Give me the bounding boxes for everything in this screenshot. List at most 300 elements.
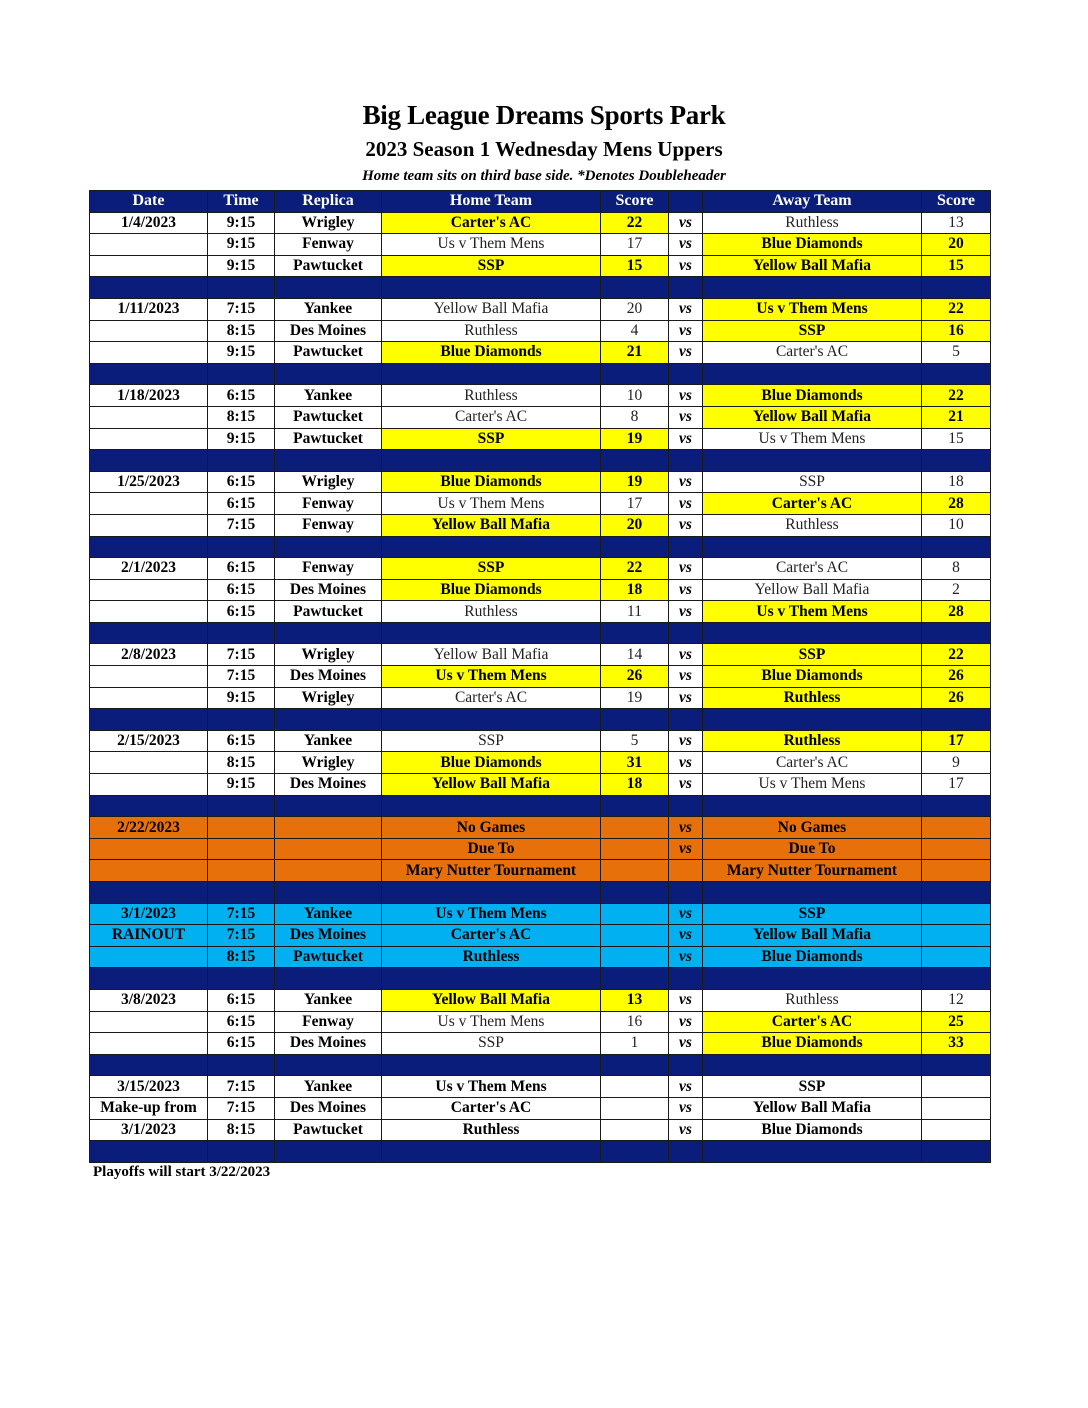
schedule-row bbox=[90, 493, 991, 515]
separator-cell bbox=[703, 536, 922, 558]
vs-cell: vs bbox=[669, 320, 703, 342]
separator-cell bbox=[703, 622, 922, 644]
home-score-cell: 26 bbox=[601, 666, 669, 688]
home-team-cell: Us v Them Mens bbox=[382, 903, 601, 925]
separator-cell bbox=[669, 536, 703, 558]
separator-cell bbox=[382, 450, 601, 472]
schedule-row bbox=[90, 1076, 991, 1098]
home-score-cell bbox=[601, 1119, 669, 1141]
replica-cell: Yankee bbox=[275, 298, 382, 320]
time-cell: 9:15 bbox=[208, 212, 275, 234]
replica-cell: Fenway bbox=[275, 1011, 382, 1033]
separator-row bbox=[90, 709, 991, 731]
separator-cell bbox=[90, 709, 208, 731]
date-cell: 3/8/2023 bbox=[90, 989, 208, 1011]
date-cell: 1/25/2023 bbox=[90, 471, 208, 493]
header-away-team: Away Team bbox=[703, 191, 922, 213]
vs-cell: vs bbox=[669, 406, 703, 428]
time-cell: 8:15 bbox=[208, 1119, 275, 1141]
separator-cell bbox=[90, 882, 208, 904]
away-team-cell: Ruthless bbox=[703, 687, 922, 709]
replica-cell: Wrigley bbox=[275, 687, 382, 709]
separator-cell bbox=[703, 968, 922, 990]
away-score-cell bbox=[922, 1076, 991, 1098]
time-cell: 7:15 bbox=[208, 925, 275, 947]
home-score-cell: 11 bbox=[601, 601, 669, 623]
separator-cell bbox=[669, 968, 703, 990]
separator-cell bbox=[669, 1141, 703, 1163]
separator-cell bbox=[601, 1054, 669, 1076]
away-score-cell: 28 bbox=[922, 601, 991, 623]
separator-row bbox=[90, 1141, 991, 1163]
vs-cell: vs bbox=[669, 385, 703, 407]
separator-cell bbox=[922, 536, 991, 558]
separator-cell bbox=[669, 709, 703, 731]
separator-cell bbox=[382, 795, 601, 817]
away-team-cell: Mary Nutter Tournament bbox=[703, 860, 922, 882]
schedule-row bbox=[90, 471, 991, 493]
replica-cell: Pawtucket bbox=[275, 1119, 382, 1141]
time-cell: 9:15 bbox=[208, 774, 275, 796]
separator-cell bbox=[90, 1054, 208, 1076]
away-team-cell: Ruthless bbox=[703, 514, 922, 536]
home-team-cell: Us v Them Mens bbox=[382, 666, 601, 688]
separator-row bbox=[90, 363, 991, 385]
date-cell: 2/15/2023 bbox=[90, 730, 208, 752]
time-cell: 6:15 bbox=[208, 385, 275, 407]
separator-cell bbox=[275, 277, 382, 299]
vs-cell: vs bbox=[669, 212, 703, 234]
home-score-cell: 20 bbox=[601, 514, 669, 536]
separator-cell bbox=[382, 622, 601, 644]
vs-cell: vs bbox=[669, 989, 703, 1011]
separator-cell bbox=[90, 795, 208, 817]
separator-cell bbox=[90, 1141, 208, 1163]
home-score-cell bbox=[601, 838, 669, 860]
time-cell: 8:15 bbox=[208, 752, 275, 774]
home-team-cell: Us v Them Mens bbox=[382, 234, 601, 256]
separator-cell bbox=[703, 277, 922, 299]
home-score-cell: 20 bbox=[601, 298, 669, 320]
away-score-cell: 9 bbox=[922, 752, 991, 774]
away-team-cell: Blue Diamonds bbox=[703, 1033, 922, 1055]
schedule-row bbox=[90, 860, 991, 882]
away-score-cell: 26 bbox=[922, 666, 991, 688]
home-team-cell: Ruthless bbox=[382, 385, 601, 407]
separator-cell bbox=[275, 882, 382, 904]
replica-cell: Yankee bbox=[275, 903, 382, 925]
date-cell: 2/1/2023 bbox=[90, 558, 208, 580]
separator-cell bbox=[275, 1054, 382, 1076]
replica-cell: Pawtucket bbox=[275, 255, 382, 277]
schedule-row bbox=[90, 514, 991, 536]
time-cell: 6:15 bbox=[208, 1011, 275, 1033]
separator-cell bbox=[601, 536, 669, 558]
separator-cell bbox=[703, 450, 922, 472]
time-cell bbox=[208, 838, 275, 860]
separator-cell bbox=[922, 795, 991, 817]
schedule-row bbox=[90, 601, 991, 623]
replica-cell: Pawtucket bbox=[275, 428, 382, 450]
vs-cell: vs bbox=[669, 493, 703, 515]
home-score-cell: 16 bbox=[601, 1011, 669, 1033]
schedule-row bbox=[90, 428, 991, 450]
vs-cell: vs bbox=[669, 579, 703, 601]
separator-cell bbox=[601, 882, 669, 904]
away-team-cell: Us v Them Mens bbox=[703, 428, 922, 450]
home-score-cell: 4 bbox=[601, 320, 669, 342]
separator-cell bbox=[703, 363, 922, 385]
separator-cell bbox=[208, 450, 275, 472]
away-team-cell: Yellow Ball Mafia bbox=[703, 255, 922, 277]
home-score-cell: 19 bbox=[601, 428, 669, 450]
separator-cell bbox=[601, 968, 669, 990]
away-score-cell: 17 bbox=[922, 730, 991, 752]
separator-cell bbox=[90, 277, 208, 299]
away-team-cell: Yellow Ball Mafia bbox=[703, 579, 922, 601]
header-replica: Replica bbox=[275, 191, 382, 213]
separator-cell bbox=[703, 709, 922, 731]
header-time: Time bbox=[208, 191, 275, 213]
time-cell: 9:15 bbox=[208, 428, 275, 450]
home-team-cell: Ruthless bbox=[382, 601, 601, 623]
away-score-cell: 5 bbox=[922, 342, 991, 364]
away-score-cell bbox=[922, 860, 991, 882]
separator-cell bbox=[208, 1141, 275, 1163]
separator-row bbox=[90, 536, 991, 558]
home-team-cell: Us v Them Mens bbox=[382, 1011, 601, 1033]
separator-cell bbox=[703, 795, 922, 817]
replica-cell: Yankee bbox=[275, 385, 382, 407]
header-home-team: Home Team bbox=[382, 191, 601, 213]
separator-row bbox=[90, 450, 991, 472]
separator-cell bbox=[208, 363, 275, 385]
separator-cell bbox=[601, 622, 669, 644]
away-team-cell: Us v Them Mens bbox=[703, 601, 922, 623]
separator-cell bbox=[669, 622, 703, 644]
date-cell: RAINOUT bbox=[90, 925, 208, 947]
schedule-note: Home team sits on third base side. *Denotes Doubleheader bbox=[362, 168, 726, 184]
time-cell: 9:15 bbox=[208, 687, 275, 709]
schedule-row bbox=[90, 212, 991, 234]
separator-cell bbox=[922, 450, 991, 472]
home-team-cell: Due To bbox=[382, 838, 601, 860]
replica-cell: Fenway bbox=[275, 558, 382, 580]
separator-cell bbox=[208, 277, 275, 299]
home-team-cell: Carter's AC bbox=[382, 925, 601, 947]
vs-cell: vs bbox=[669, 1119, 703, 1141]
separator-cell bbox=[669, 450, 703, 472]
vs-cell: vs bbox=[669, 838, 703, 860]
vs-cell: vs bbox=[669, 903, 703, 925]
away-team-cell: SSP bbox=[703, 320, 922, 342]
separator-cell bbox=[922, 1054, 991, 1076]
schedule-row bbox=[90, 752, 991, 774]
home-score-cell bbox=[601, 925, 669, 947]
vs-cell: vs bbox=[669, 255, 703, 277]
away-score-cell: 26 bbox=[922, 687, 991, 709]
home-team-cell: Us v Them Mens bbox=[382, 493, 601, 515]
replica-cell bbox=[275, 860, 382, 882]
separator-cell bbox=[275, 968, 382, 990]
time-cell bbox=[208, 860, 275, 882]
schedule-table bbox=[89, 190, 991, 1163]
away-score-cell bbox=[922, 925, 991, 947]
separator-cell bbox=[382, 536, 601, 558]
separator-cell bbox=[922, 1141, 991, 1163]
separator-cell bbox=[208, 882, 275, 904]
time-cell: 9:15 bbox=[208, 234, 275, 256]
vs-cell: vs bbox=[669, 925, 703, 947]
separator-cell bbox=[601, 277, 669, 299]
separator-cell bbox=[208, 1054, 275, 1076]
away-team-cell: Us v Them Mens bbox=[703, 774, 922, 796]
home-score-cell: 19 bbox=[601, 471, 669, 493]
page-title: Big League Dreams Sports Park bbox=[362, 100, 726, 130]
time-cell: 6:15 bbox=[208, 601, 275, 623]
home-team-cell: SSP bbox=[382, 255, 601, 277]
home-score-cell: 21 bbox=[601, 342, 669, 364]
separator-cell bbox=[208, 709, 275, 731]
date-cell bbox=[90, 946, 208, 968]
header-away-score: Score bbox=[922, 191, 991, 213]
away-score-cell: 22 bbox=[922, 385, 991, 407]
schedule-row bbox=[90, 644, 991, 666]
home-team-cell: SSP bbox=[382, 558, 601, 580]
date-cell: 1/11/2023 bbox=[90, 298, 208, 320]
home-score-cell: 19 bbox=[601, 687, 669, 709]
separator-cell bbox=[669, 363, 703, 385]
home-score-cell: 18 bbox=[601, 579, 669, 601]
vs-cell: vs bbox=[669, 471, 703, 493]
schedule-row bbox=[90, 385, 991, 407]
separator-cell bbox=[382, 1054, 601, 1076]
date-cell bbox=[90, 428, 208, 450]
home-score-cell: 1 bbox=[601, 1033, 669, 1055]
replica-cell: Des Moines bbox=[275, 579, 382, 601]
home-team-cell: Yellow Ball Mafia bbox=[382, 644, 601, 666]
separator-cell bbox=[601, 363, 669, 385]
home-team-cell: Ruthless bbox=[382, 946, 601, 968]
away-team-cell: Blue Diamonds bbox=[703, 234, 922, 256]
date-cell: 3/15/2023 bbox=[90, 1076, 208, 1098]
replica-cell: Yankee bbox=[275, 989, 382, 1011]
away-score-cell: 15 bbox=[922, 428, 991, 450]
away-team-cell: Ruthless bbox=[703, 730, 922, 752]
time-cell: 6:15 bbox=[208, 493, 275, 515]
away-score-cell: 13 bbox=[922, 212, 991, 234]
replica-cell: Des Moines bbox=[275, 925, 382, 947]
away-team-cell: Carter's AC bbox=[703, 752, 922, 774]
away-team-cell: SSP bbox=[703, 471, 922, 493]
schedule-row bbox=[90, 579, 991, 601]
home-score-cell: 13 bbox=[601, 989, 669, 1011]
date-cell: 2/8/2023 bbox=[90, 644, 208, 666]
date-cell bbox=[90, 1011, 208, 1033]
away-score-cell: 8 bbox=[922, 558, 991, 580]
separator-cell bbox=[275, 450, 382, 472]
separator-cell bbox=[703, 882, 922, 904]
schedule-row bbox=[90, 925, 991, 947]
home-team-cell: Carter's AC bbox=[382, 406, 601, 428]
away-score-cell bbox=[922, 903, 991, 925]
home-team-cell: Us v Them Mens bbox=[382, 1076, 601, 1098]
time-cell: 7:15 bbox=[208, 666, 275, 688]
separator-row bbox=[90, 882, 991, 904]
away-score-cell bbox=[922, 1119, 991, 1141]
away-score-cell: 28 bbox=[922, 493, 991, 515]
separator-cell bbox=[382, 363, 601, 385]
time-cell: 7:15 bbox=[208, 1097, 275, 1119]
page-subtitle: 2023 Season 1 Wednesday Mens Uppers bbox=[365, 137, 723, 161]
separator-cell bbox=[275, 795, 382, 817]
separator-cell bbox=[90, 450, 208, 472]
home-score-cell: 17 bbox=[601, 493, 669, 515]
separator-cell bbox=[90, 622, 208, 644]
schedule-row bbox=[90, 255, 991, 277]
separator-cell bbox=[601, 709, 669, 731]
separator-cell bbox=[669, 795, 703, 817]
away-team-cell: SSP bbox=[703, 644, 922, 666]
away-team-cell: SSP bbox=[703, 903, 922, 925]
date-cell bbox=[90, 406, 208, 428]
vs-cell: vs bbox=[669, 946, 703, 968]
schedule-row bbox=[90, 1097, 991, 1119]
separator-cell bbox=[275, 536, 382, 558]
date-cell bbox=[90, 752, 208, 774]
home-score-cell: 31 bbox=[601, 752, 669, 774]
time-cell: 8:15 bbox=[208, 320, 275, 342]
time-cell: 9:15 bbox=[208, 342, 275, 364]
home-team-cell: Blue Diamonds bbox=[382, 471, 601, 493]
time-cell: 7:15 bbox=[208, 644, 275, 666]
vs-cell: vs bbox=[669, 1076, 703, 1098]
time-cell: 6:15 bbox=[208, 730, 275, 752]
header-date: Date bbox=[90, 191, 208, 213]
time-cell: 7:15 bbox=[208, 298, 275, 320]
separator-cell bbox=[275, 1141, 382, 1163]
replica-cell: Fenway bbox=[275, 493, 382, 515]
date-cell bbox=[90, 342, 208, 364]
separator-row bbox=[90, 277, 991, 299]
home-score-cell: 8 bbox=[601, 406, 669, 428]
header-vs bbox=[669, 191, 703, 213]
time-cell: 6:15 bbox=[208, 558, 275, 580]
separator-cell bbox=[382, 277, 601, 299]
separator-cell bbox=[275, 622, 382, 644]
home-team-cell: Carter's AC bbox=[382, 687, 601, 709]
separator-cell bbox=[208, 622, 275, 644]
replica-cell: Pawtucket bbox=[275, 342, 382, 364]
schedule-row bbox=[90, 903, 991, 925]
date-cell bbox=[90, 601, 208, 623]
home-score-cell bbox=[601, 860, 669, 882]
date-cell bbox=[90, 1033, 208, 1055]
replica-cell: Yankee bbox=[275, 730, 382, 752]
separator-cell bbox=[208, 795, 275, 817]
date-cell: 3/1/2023 bbox=[90, 1119, 208, 1141]
away-team-cell: Yellow Ball Mafia bbox=[703, 925, 922, 947]
time-cell: 6:15 bbox=[208, 989, 275, 1011]
separator-row bbox=[90, 1054, 991, 1076]
time-cell: 6:15 bbox=[208, 471, 275, 493]
separator-cell bbox=[601, 1141, 669, 1163]
replica-cell: Des Moines bbox=[275, 320, 382, 342]
away-team-cell: SSP bbox=[703, 1076, 922, 1098]
date-cell bbox=[90, 579, 208, 601]
replica-cell: Des Moines bbox=[275, 666, 382, 688]
home-team-cell: Yellow Ball Mafia bbox=[382, 774, 601, 796]
away-team-cell: Us v Them Mens bbox=[703, 298, 922, 320]
date-cell bbox=[90, 774, 208, 796]
separator-cell bbox=[601, 795, 669, 817]
date-cell: Make-up from bbox=[90, 1097, 208, 1119]
schedule-row bbox=[90, 558, 991, 580]
away-score-cell: 21 bbox=[922, 406, 991, 428]
away-score-cell: 22 bbox=[922, 644, 991, 666]
replica-cell bbox=[275, 817, 382, 839]
date-cell: 3/1/2023 bbox=[90, 903, 208, 925]
date-cell bbox=[90, 514, 208, 536]
away-team-cell: Carter's AC bbox=[703, 558, 922, 580]
away-score-cell: 16 bbox=[922, 320, 991, 342]
away-score-cell: 33 bbox=[922, 1033, 991, 1055]
home-team-cell: SSP bbox=[382, 730, 601, 752]
replica-cell bbox=[275, 838, 382, 860]
schedule-row bbox=[90, 342, 991, 364]
home-team-cell: Mary Nutter Tournament bbox=[382, 860, 601, 882]
away-team-cell: Blue Diamonds bbox=[703, 1119, 922, 1141]
away-team-cell: Ruthless bbox=[703, 989, 922, 1011]
home-score-cell: 5 bbox=[601, 730, 669, 752]
schedule-row bbox=[90, 666, 991, 688]
replica-cell: Fenway bbox=[275, 514, 382, 536]
separator-row bbox=[90, 968, 991, 990]
home-score-cell: 15 bbox=[601, 255, 669, 277]
date-cell bbox=[90, 687, 208, 709]
time-cell: 7:15 bbox=[208, 514, 275, 536]
home-team-cell: Yellow Ball Mafia bbox=[382, 989, 601, 1011]
schedule-row bbox=[90, 298, 991, 320]
vs-cell: vs bbox=[669, 514, 703, 536]
schedule-row bbox=[90, 406, 991, 428]
away-score-cell: 10 bbox=[922, 514, 991, 536]
home-score-cell bbox=[601, 946, 669, 968]
home-score-cell bbox=[601, 817, 669, 839]
home-team-cell: Blue Diamonds bbox=[382, 579, 601, 601]
home-team-cell: SSP bbox=[382, 1033, 601, 1055]
replica-cell: Fenway bbox=[275, 234, 382, 256]
separator-cell bbox=[922, 882, 991, 904]
away-team-cell: Ruthless bbox=[703, 212, 922, 234]
home-team-cell: Ruthless bbox=[382, 320, 601, 342]
away-score-cell: 17 bbox=[922, 774, 991, 796]
schedule-row bbox=[90, 730, 991, 752]
date-cell: 2/22/2023 bbox=[90, 817, 208, 839]
vs-cell: vs bbox=[669, 1097, 703, 1119]
home-score-cell: 14 bbox=[601, 644, 669, 666]
away-score-cell bbox=[922, 817, 991, 839]
time-cell: 9:15 bbox=[208, 255, 275, 277]
separator-cell bbox=[669, 277, 703, 299]
replica-cell: Wrigley bbox=[275, 752, 382, 774]
away-team-cell: Blue Diamonds bbox=[703, 385, 922, 407]
away-score-cell bbox=[922, 1097, 991, 1119]
away-score-cell: 25 bbox=[922, 1011, 991, 1033]
vs-cell: vs bbox=[669, 752, 703, 774]
vs-cell: vs bbox=[669, 234, 703, 256]
separator-cell bbox=[703, 1054, 922, 1076]
